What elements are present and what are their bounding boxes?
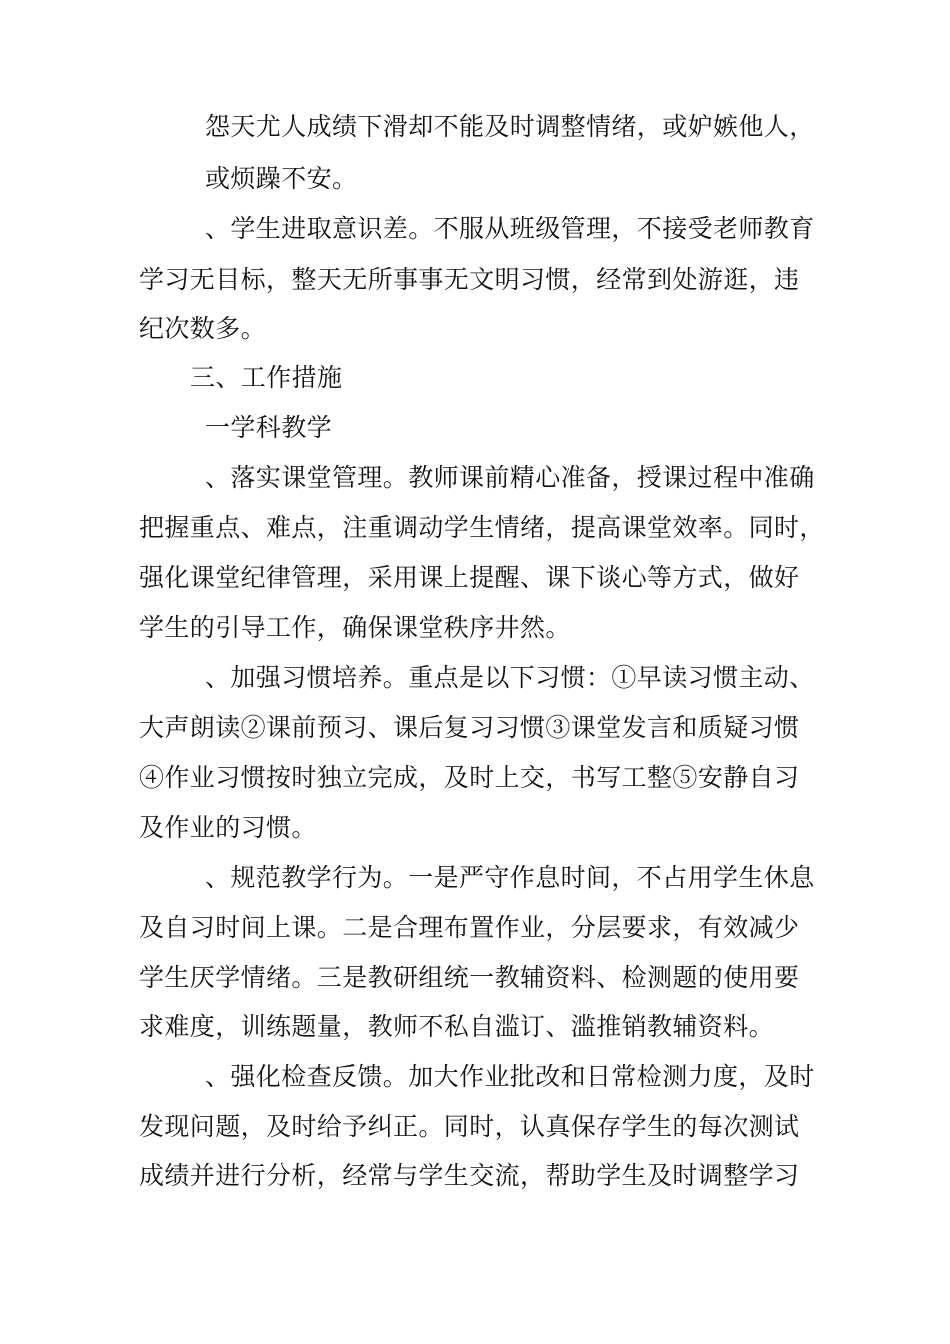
text-line: 学生的引导工作，确保课堂秩序井然。 — [139, 613, 571, 642]
text-line: 学生厌学情绪。三是教研组统一教辅资料、检测题的使用要 — [139, 963, 800, 992]
text-line: 成绩并进行分析，经常与学生交流，帮助学生及时调整学习 — [139, 1161, 800, 1190]
text-line: 或烦躁不安。 — [205, 164, 358, 193]
text-line: 学习无目标，整天无所事事无文明习惯，经常到处游逛，违 — [139, 265, 800, 294]
text-line: 及自习时间上课。二是合理布置作业，分层要求，有效减少 — [139, 913, 800, 942]
text-line: 求难度，训练题量，教师不私自滥订、滥推销教辅资料。 — [139, 1012, 775, 1041]
text-line: 、规范教学行为。一是严守作息时间，不占用学生休息 — [205, 863, 815, 892]
text-line: 强化课堂纪律管理，采用课上提醒、课下谈心等方式，做好 — [139, 563, 800, 592]
text-line: 怨天尤人成绩下滑却不能及时调整情绪，或妒嫉他人， — [205, 112, 815, 141]
text-line: 大声朗读②课前预习、课后复习习惯③课堂发言和质疑习惯 — [139, 713, 800, 742]
text-line: ④作业习惯按时独立完成，及时上交，书写工整⑤安静自习 — [139, 763, 800, 792]
text-line: 把握重点、难点，注重调动学生情绪，提高课堂效率。同时， — [139, 513, 825, 542]
text-line: 、强化检查反馈。加大作业批改和日常检测力度，及时 — [205, 1062, 815, 1091]
subsection-heading: 一学科教学 — [205, 413, 333, 442]
section-heading: 三、工作措施 — [190, 363, 343, 392]
text-line: 、学生进取意识差。不服从班级管理，不接受老师教育 — [205, 214, 815, 243]
text-line: 、落实课堂管理。教师课前精心准备，授课过程中准确 — [205, 463, 815, 492]
text-line: 及作业的习惯。 — [139, 813, 317, 842]
text-line: 、加强习惯培养。重点是以下习惯：①早读习惯主动、 — [205, 663, 815, 692]
text-line: 发现问题，及时给予纠正。同时，认真保存学生的每次测试 — [139, 1112, 800, 1141]
text-line: 纪次数多。 — [139, 314, 267, 343]
